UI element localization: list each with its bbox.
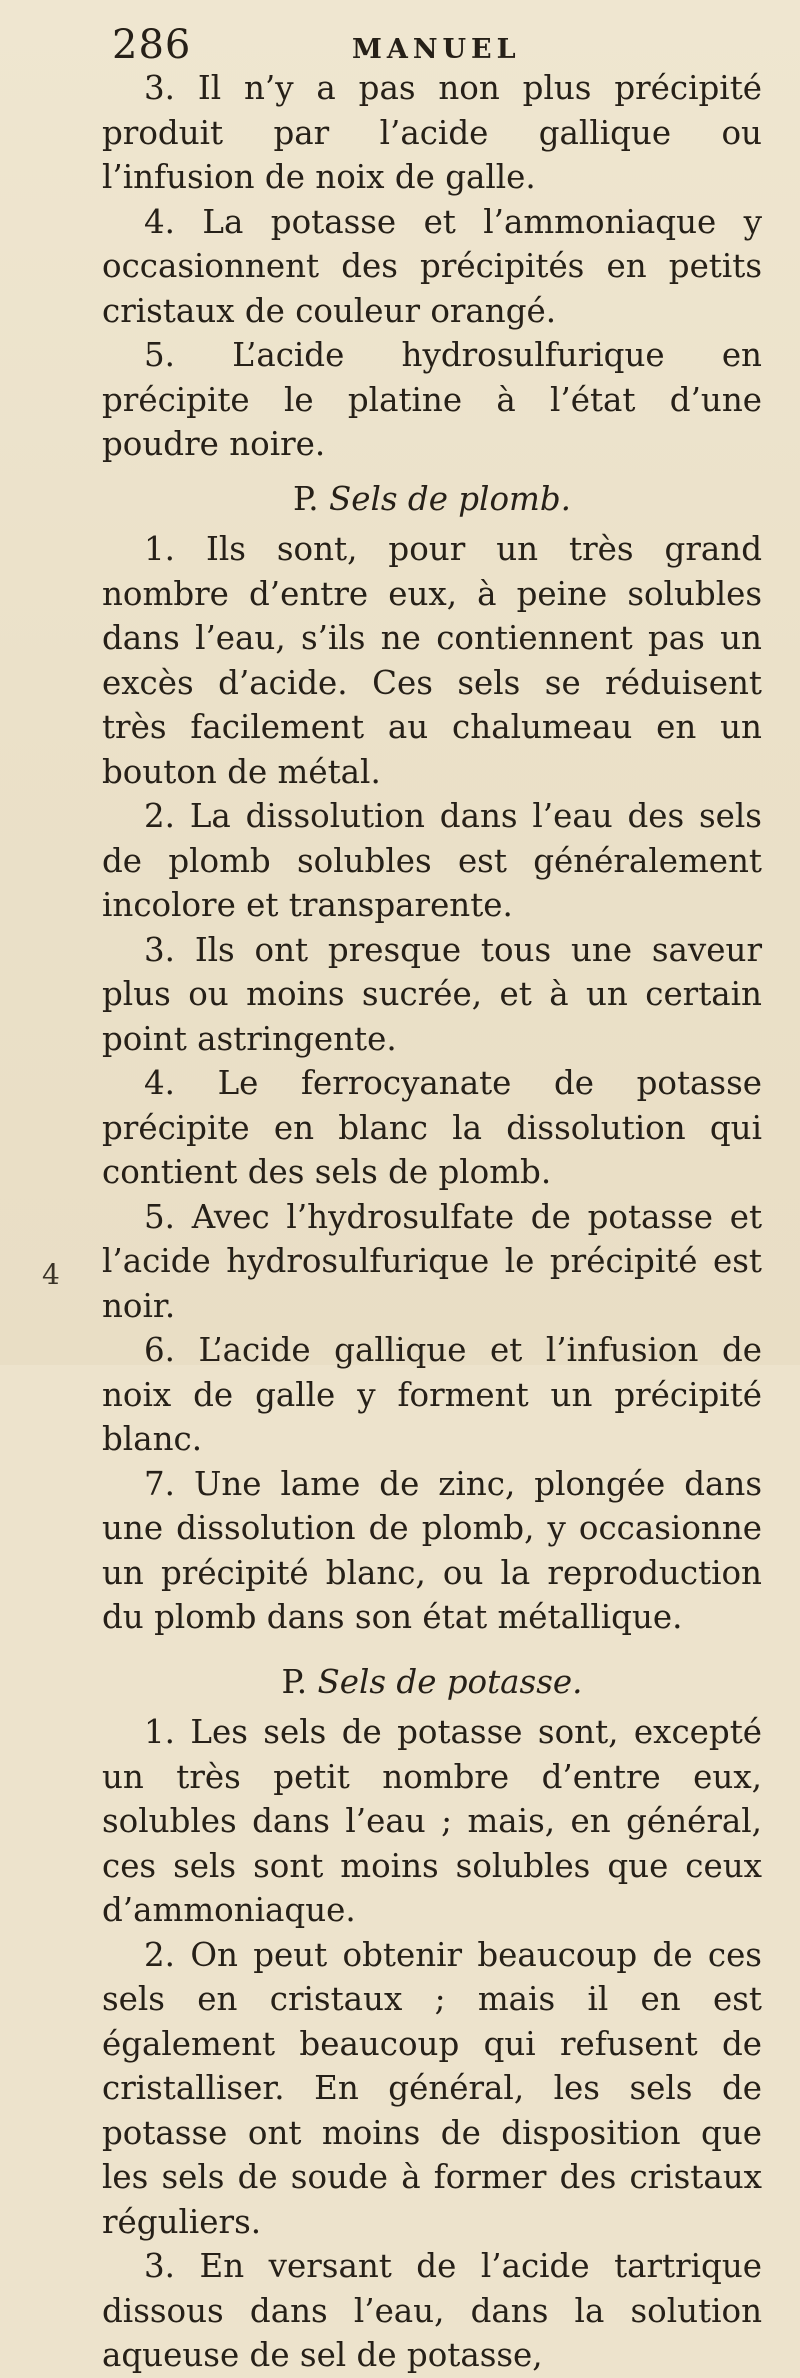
paragraph: 1. Ils sont, pour un très grand nombre d’entre eux, à peine solubles dans l’eau, s’ils ne contiennent pas un excès d’acide. Ces sels se réduisent très facilement au chalumeau en un bouton de métal. (102, 530, 762, 791)
paragraph: 2. On peut obtenir beaucoup de ces sels en cristaux ; mais il en est également beaucoup qui refusent de cristalliser. En général, les sels de potasse ont moins de disposition que les sels de soude à former des cristaux réguliers. (102, 1935, 762, 2241)
running-head: MANUEL (352, 34, 521, 65)
paragraph: 7. Une lame de zinc, plongée dans une dissolution de plomb, y occasionne un précipité blanc, ou la reproduction du plomb dans son état métallique. (102, 1464, 762, 1636)
paragraph: 3. Il n’y a pas non plus précipité produit par l’acide gallique ou l’infusion de noix de galle. (102, 69, 762, 196)
paragraph: 5. L’acide hydrosulfurique en précipite le platine à l’état d’une poudre noire. (102, 336, 762, 463)
paragraph: 6. L’acide gallique et l’infusion de noix de galle y forment un précipité blanc. (102, 1331, 762, 1458)
section-heading (102, 1660, 762, 1705)
page-body (102, 66, 762, 2378)
section-title: Sels de potasse. (317, 1662, 583, 1701)
section-heading (102, 477, 762, 522)
section-letter: P. (293, 479, 319, 518)
paragraph: 5. Avec l’hydrosulfate de potasse et l’acide hydrosulfurique le précipité est noir. (102, 1197, 762, 1325)
section-letter: P. (281, 1662, 308, 1701)
paragraph: 4. La potasse et l’ammoniaque y occasionnent des précipités en petits cristaux de couleur orangé. (102, 202, 762, 330)
page-number: 286 (112, 22, 192, 68)
paragraph: 3. Ils ont presque tous une saveur plus ou moins sucrée, et à un certain point astringente. (102, 930, 762, 1058)
paragraph: 3. En versant de l’acide tartrique dissous dans l’eau, dans la solution aqueuse de sel de potasse, (102, 2247, 762, 2374)
page-header (0, 22, 800, 70)
section-title: Sels de plomb. (328, 479, 571, 518)
paragraph: 4. Le ferrocyanate de potasse précipite en blanc la dissolution qui contient des sels de plomb. (102, 1064, 762, 1191)
paragraph: 2. La dissolution dans l’eau des sels de plomb solubles est généralement incolore et transparente. (102, 797, 762, 924)
margin-mark: 4 (42, 1258, 60, 1291)
paragraph: 1. Les sels de potasse sont, excepté un très petit nombre d’entre eux, solubles dans l’eau ; mais, en général, ces sels sont moins solubles que ceux d’ammoniaque. (102, 1713, 762, 1929)
